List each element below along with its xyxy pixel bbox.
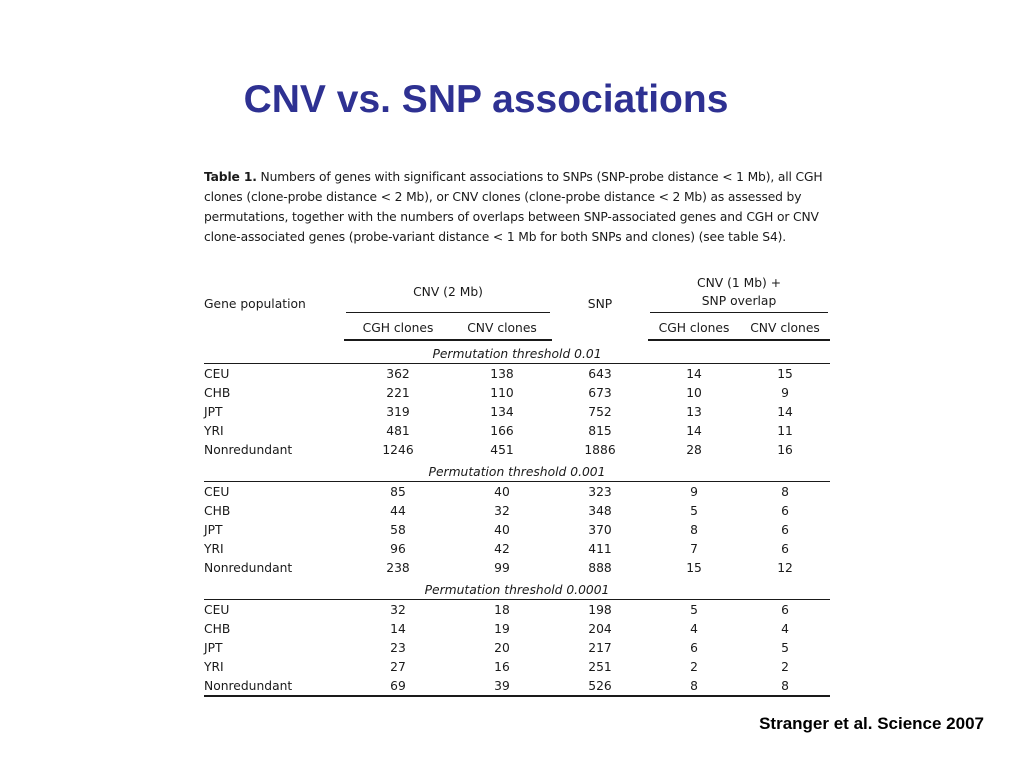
value-cell: 8: [740, 676, 830, 696]
value-cell: 217: [588, 640, 612, 655]
section-row: [204, 340, 830, 364]
population-cell: CHB: [204, 621, 231, 636]
value-cell: 15: [777, 366, 793, 381]
value-cell: 8: [690, 522, 698, 537]
value-cell: 451: [490, 442, 514, 457]
population-cell: YRI: [204, 423, 224, 438]
population-cell: Nonredundant: [204, 676, 344, 696]
table-row: [204, 421, 830, 440]
header-overlap-line2: SNP overlap: [701, 294, 777, 308]
value-cell: 99: [494, 560, 510, 575]
table-row: [204, 657, 830, 676]
value-cell: 69: [344, 676, 452, 696]
value-cell: 32: [494, 503, 510, 518]
value-cell: 138: [490, 366, 514, 381]
population-cell: CHB: [204, 503, 231, 518]
value-cell: 673: [588, 385, 612, 400]
value-cell: 134: [490, 404, 514, 419]
table-caption: [204, 167, 830, 247]
table-row: [204, 539, 830, 558]
value-cell: 28: [686, 442, 702, 457]
value-cell: 15: [686, 560, 702, 575]
value-cell: 2: [690, 659, 698, 674]
value-cell: 6: [781, 522, 789, 537]
header-gene-population: Gene population: [204, 296, 306, 311]
value-cell: 8: [781, 484, 789, 499]
table-header: [204, 267, 830, 340]
header-cgh-clones: CGH clones: [344, 317, 452, 340]
table-caption-label: Table 1.: [204, 170, 257, 184]
value-cell: 110: [490, 385, 514, 400]
header-snp: SNP: [587, 296, 613, 311]
value-cell: 13: [686, 404, 702, 419]
value-cell: 323: [588, 484, 612, 499]
value-cell: 2: [781, 659, 789, 674]
value-cell: 481: [386, 423, 410, 438]
population-cell: Nonredundant: [204, 560, 293, 575]
value-cell: 9: [781, 385, 789, 400]
value-cell: 9: [690, 484, 698, 499]
table-figure: [204, 167, 830, 697]
value-cell: 58: [390, 522, 406, 537]
value-cell: 411: [588, 541, 612, 556]
section-label: Permutation threshold 0.001: [204, 459, 830, 482]
value-cell: 370: [588, 522, 612, 537]
population-cell: JPT: [204, 404, 223, 419]
table-row: [204, 619, 830, 638]
header-overlap-cnv-clones: CNV clones: [740, 317, 830, 340]
value-cell: 14: [686, 423, 702, 438]
value-cell: 4: [781, 621, 789, 636]
header-overlap-cgh-clones: CGH clones: [648, 317, 740, 340]
value-cell: 40: [494, 522, 510, 537]
table-caption-text: Numbers of genes with significant associations to SNPs (SNP-probe distance < 1 Mb), all CGH clones (clone-probe distance < 2 Mb), or CNV clones (clone-probe distance < 2 Mb) as assessed by permutations, together with the numbers of overlaps between SNP-associated genes and CGH or CNV clone-associated genes (probe-variant distance < 1 Mb for both SNPs and clones) (see table S4).: [204, 170, 823, 244]
value-cell: 40: [494, 484, 510, 499]
value-cell: 10: [686, 385, 702, 400]
value-cell: 221: [386, 385, 410, 400]
value-cell: 362: [386, 366, 410, 381]
value-cell: 6: [781, 602, 789, 617]
slide-title: [0, 76, 1024, 124]
value-cell: 23: [390, 640, 406, 655]
value-cell: 5: [690, 503, 698, 518]
population-cell: CHB: [204, 385, 231, 400]
population-cell: YRI: [204, 541, 224, 556]
value-cell: 12: [777, 560, 793, 575]
header-overlap-group: [648, 267, 830, 317]
population-cell: CEU: [204, 366, 230, 381]
value-cell: 14: [390, 621, 406, 636]
value-cell: 32: [390, 602, 406, 617]
value-cell: 8: [648, 676, 740, 696]
value-cell: 1246: [382, 442, 414, 457]
value-cell: 319: [386, 404, 410, 419]
value-cell: 4: [690, 621, 698, 636]
table-row: [204, 402, 830, 421]
header-cnv-group-label: CNV (2 Mb): [413, 285, 483, 299]
value-cell: 166: [490, 423, 514, 438]
value-cell: 815: [588, 423, 612, 438]
table-row: [204, 364, 830, 384]
population-cell: YRI: [204, 659, 224, 674]
header-cnv-clones: CNV clones: [452, 317, 552, 340]
value-cell: 526: [552, 676, 648, 696]
value-cell: 44: [390, 503, 406, 518]
section-row: [204, 459, 830, 482]
value-cell: 11: [777, 423, 793, 438]
value-cell: 85: [390, 484, 406, 499]
value-cell: 348: [588, 503, 612, 518]
value-cell: 198: [588, 602, 612, 617]
section-row: [204, 577, 830, 600]
population-cell: Nonredundant: [204, 442, 293, 457]
value-cell: 204: [588, 621, 612, 636]
table-row: [204, 482, 830, 502]
value-cell: 16: [494, 659, 510, 674]
value-cell: 6: [781, 503, 789, 518]
table-row: [204, 501, 830, 520]
value-cell: 888: [588, 560, 612, 575]
population-cell: JPT: [204, 640, 223, 655]
value-cell: 39: [452, 676, 552, 696]
value-cell: 6: [690, 640, 698, 655]
value-cell: 42: [494, 541, 510, 556]
value-cell: 96: [390, 541, 406, 556]
value-cell: 20: [494, 640, 510, 655]
value-cell: 752: [588, 404, 612, 419]
value-cell: 16: [777, 442, 793, 457]
value-cell: 18: [494, 602, 510, 617]
value-cell: 7: [690, 541, 698, 556]
population-cell: CEU: [204, 484, 230, 499]
value-cell: 5: [781, 640, 789, 655]
table-body: [204, 340, 830, 696]
table-row: [204, 558, 830, 577]
value-cell: 14: [686, 366, 702, 381]
section-label: Permutation threshold 0.0001: [204, 577, 830, 600]
population-cell: JPT: [204, 522, 223, 537]
table-row: [204, 600, 830, 620]
header-row-top: [204, 267, 830, 317]
data-table: [204, 267, 830, 697]
header-overlap-line1: CNV (1 Mb) +: [696, 276, 782, 290]
header-overlap-group-rule: [650, 312, 828, 313]
value-cell: 19: [494, 621, 510, 636]
slide-title-text: CNV vs. SNP associations: [243, 78, 729, 121]
value-cell: 6: [781, 541, 789, 556]
value-cell: 251: [588, 659, 612, 674]
citation: Stranger et al. Science 2007: [759, 714, 984, 733]
value-cell: 238: [386, 560, 410, 575]
value-cell: 643: [588, 366, 612, 381]
table-row: [204, 520, 830, 539]
value-cell: 5: [690, 602, 698, 617]
table-row: [204, 383, 830, 402]
header-cnv-group-rule: [346, 312, 550, 313]
table-row: [204, 676, 830, 696]
table-row: [204, 638, 830, 657]
population-cell: CEU: [204, 602, 230, 617]
table-row: [204, 440, 830, 459]
header-cnv-group: [344, 267, 552, 317]
value-cell: 14: [777, 404, 793, 419]
value-cell: 27: [390, 659, 406, 674]
section-label: Permutation threshold 0.01: [204, 340, 830, 364]
value-cell: 1886: [584, 442, 616, 457]
